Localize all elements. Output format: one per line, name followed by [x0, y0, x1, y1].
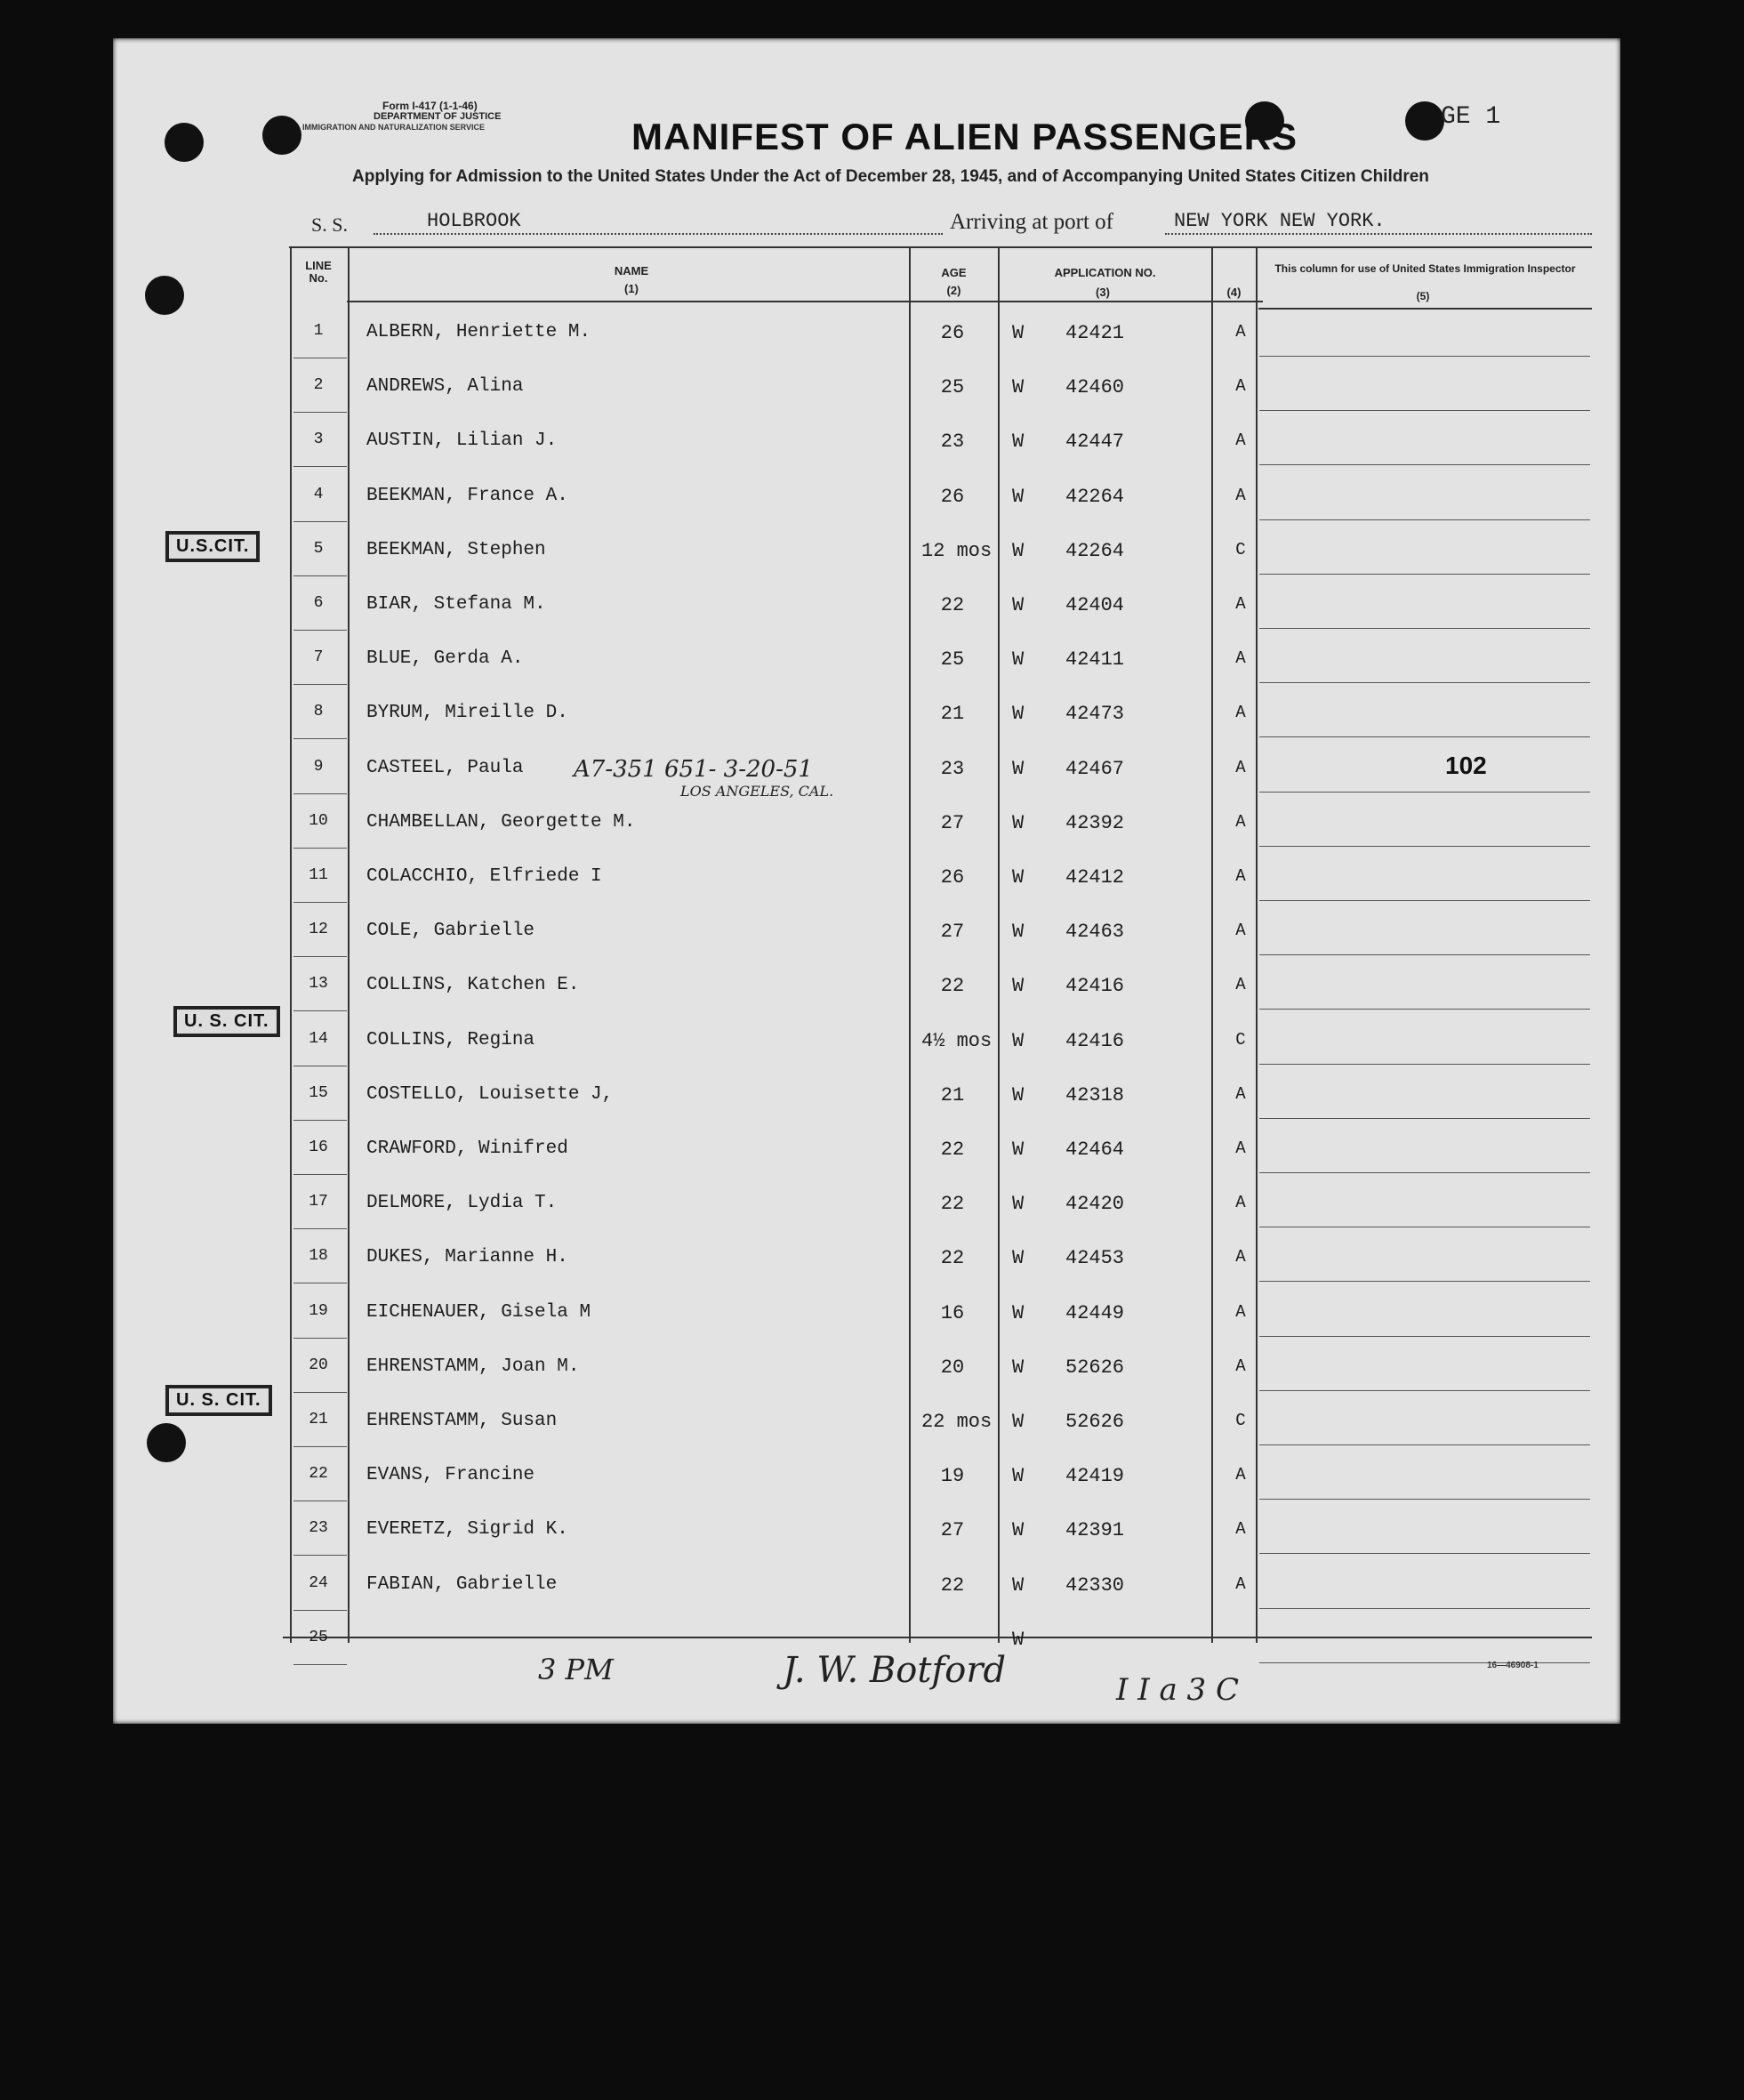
row-app-number: 42412 — [1065, 866, 1125, 889]
row-app-prefix: W — [1012, 594, 1025, 616]
casteel-note-1: A7-351 651- 3-20-51 — [574, 756, 813, 783]
row-name: BLUE, Gerda A. — [366, 648, 524, 669]
row-rule-inspector — [1259, 1662, 1590, 1663]
row-line-number: 1 — [313, 322, 324, 340]
row-app-prefix: W — [1012, 812, 1025, 834]
row-app-prefix: W — [1012, 1084, 1025, 1106]
col-rule-class — [1256, 246, 1258, 1643]
row-name: COLACCHIO, Elfriede I — [366, 866, 602, 887]
ship-dotted-line — [374, 233, 943, 235]
row-app-prefix: W — [1012, 648, 1025, 671]
row-rule-line — [293, 1228, 347, 1229]
row-age: 22 — [940, 1247, 965, 1269]
col-rule-left — [290, 246, 292, 1643]
row-rule-inspector — [1259, 1444, 1590, 1445]
inspector-signature: J. W. Botford — [783, 1650, 1007, 1691]
row-rule-inspector — [1259, 1118, 1590, 1119]
row-app-prefix: W — [1012, 376, 1025, 398]
row-app-prefix: W — [1012, 1629, 1025, 1651]
row-line-number: 21 — [309, 1411, 328, 1428]
row-name: BEEKMAN, France A. — [366, 486, 568, 506]
inspector-header-rule — [1258, 308, 1592, 310]
row-rule-line — [293, 575, 347, 576]
row-rule-line — [293, 1010, 347, 1011]
row-app-prefix: W — [1012, 1193, 1025, 1215]
row-rule-line — [293, 412, 347, 413]
row-rule-inspector — [1259, 1336, 1590, 1337]
row-age: 20 — [940, 1356, 965, 1379]
row-rule-inspector — [1259, 1608, 1590, 1609]
row-app-number: 42420 — [1065, 1193, 1125, 1215]
row-line-number: 3 — [313, 430, 324, 448]
row-age: 4½ mos — [921, 1030, 993, 1052]
row-class: A — [1235, 975, 1246, 994]
row-name: EVANS, Francine — [366, 1465, 535, 1485]
col-header-inspector-num: (5) — [1416, 290, 1430, 302]
form-code: 16—46908-1 — [1487, 1661, 1539, 1670]
row-class: A — [1235, 1574, 1246, 1594]
row-age: 27 — [940, 812, 965, 834]
row-app-prefix: W — [1012, 758, 1025, 780]
row-rule-inspector — [1259, 682, 1590, 683]
row-app-prefix: W — [1012, 1411, 1025, 1433]
row-app-number: 42392 — [1065, 812, 1125, 834]
row-age: 21 — [940, 703, 965, 725]
row-app-number: 42449 — [1065, 1302, 1125, 1324]
row-name: EICHENAUER, Gisela M — [366, 1302, 591, 1323]
row-line-number: 23 — [309, 1519, 328, 1537]
row-rule-inspector — [1259, 356, 1590, 357]
row-name: COLLINS, Regina — [366, 1030, 535, 1050]
row-rule-line — [293, 466, 347, 467]
row-rule-line — [293, 684, 347, 685]
row-rule-line — [293, 1555, 347, 1556]
row-rule-line — [293, 1338, 347, 1339]
row-age: 26 — [940, 866, 965, 889]
col-rule-name — [909, 246, 911, 1643]
row-rule-inspector — [1259, 736, 1590, 737]
row-class: A — [1235, 430, 1246, 450]
row-class: A — [1235, 322, 1246, 342]
row-name: DELMORE, Lydia T. — [366, 1193, 558, 1213]
row-line-number: 5 — [313, 540, 324, 558]
row-app-number: 42419 — [1065, 1465, 1125, 1487]
row-line-number: 9 — [313, 758, 324, 776]
row-line-number: 7 — [313, 648, 324, 666]
row-app-number: 42330 — [1065, 1574, 1125, 1597]
row-app-prefix: W — [1012, 486, 1025, 508]
row-app-number: 42264 — [1065, 486, 1125, 508]
row-app-number: 42447 — [1065, 430, 1125, 453]
row-class: A — [1235, 866, 1246, 886]
row-name: ANDREWS, Alina — [366, 376, 524, 397]
row-app-number: 42453 — [1065, 1247, 1125, 1269]
row-app-prefix: W — [1012, 1519, 1025, 1541]
row-name: ALBERN, Henriette M. — [366, 322, 591, 342]
row-name: FABIAN, Gabrielle — [366, 1574, 558, 1595]
col-header-class-num: (4) — [1226, 286, 1242, 299]
row-rule-inspector — [1259, 464, 1590, 465]
row-app-prefix: W — [1012, 1030, 1025, 1052]
header-bottom-rule — [347, 301, 1263, 302]
punch-hole — [262, 116, 301, 155]
col-header-age-num: (2) — [946, 284, 961, 297]
row-class: A — [1235, 1139, 1246, 1158]
row-line-number: 8 — [313, 703, 324, 720]
row-line-number: 12 — [309, 921, 328, 938]
casteel-note-2: LOS ANGELES, CAL. — [680, 783, 834, 800]
row-app-prefix: W — [1012, 975, 1025, 997]
row-app-number: 42460 — [1065, 376, 1125, 398]
row-class: A — [1235, 1247, 1246, 1267]
row-class: A — [1235, 812, 1246, 832]
footer-class-note: I I a 3 C — [1116, 1672, 1240, 1708]
inspector-number: 102 — [1445, 752, 1487, 779]
row-age: 12 mos — [921, 540, 993, 562]
row-age: 25 — [940, 648, 965, 671]
row-rule-line — [293, 848, 347, 849]
row-app-number: 42318 — [1065, 1084, 1125, 1106]
row-rule-inspector — [1259, 1064, 1590, 1065]
row-rule-inspector — [1259, 1281, 1590, 1282]
us-citizen-stamp: U. S. CIT. — [173, 1006, 280, 1037]
row-name: EVERETZ, Sigrid K. — [366, 1519, 568, 1540]
us-citizen-stamp: U.S.CIT. — [165, 531, 260, 562]
row-name: BIAR, Stefana M. — [366, 594, 546, 615]
row-age: 22 — [940, 1193, 965, 1215]
row-line-number: 19 — [309, 1302, 328, 1320]
col-rule-app — [1211, 246, 1213, 1643]
row-age: 19 — [940, 1465, 965, 1487]
col-header-line: LINE No. — [305, 259, 332, 285]
subtitle: Applying for Admission to the United States Under the Act of December 28, 1945, and of Accompanying United States Citizen Children — [352, 167, 1429, 186]
row-app-number: 42463 — [1065, 921, 1125, 943]
col-rule-line — [348, 246, 350, 1643]
punch-hole — [147, 1423, 186, 1462]
port-dotted-line — [1165, 233, 1592, 235]
punch-hole — [145, 276, 184, 315]
page-title: MANIFEST OF ALIEN PASSENGERS — [631, 116, 1298, 157]
row-age: 22 — [940, 975, 965, 997]
row-line-number: 16 — [309, 1139, 328, 1156]
col-rule-age — [998, 246, 1000, 1643]
col-header-name: NAME — [614, 264, 649, 278]
row-app-prefix: W — [1012, 322, 1025, 344]
row-rule-line — [293, 1446, 347, 1447]
row-rule-inspector — [1259, 846, 1590, 847]
col-header-application-num: (3) — [1096, 286, 1110, 299]
row-class: A — [1235, 921, 1246, 940]
row-class: A — [1235, 486, 1246, 505]
row-rule-inspector — [1259, 1009, 1590, 1010]
row-class: A — [1235, 758, 1246, 777]
row-app-prefix: W — [1012, 866, 1025, 889]
row-name: COLLINS, Katchen E. — [366, 975, 580, 995]
port-label: Arriving at port of — [950, 210, 1113, 234]
row-app-number: 42411 — [1065, 648, 1125, 671]
ship-label: S. S. — [311, 213, 348, 236]
row-line-number: 18 — [309, 1247, 328, 1265]
row-rule-line — [293, 1392, 347, 1393]
form-number: Form I-417 (1-1-46) — [382, 100, 478, 112]
row-app-number: 52626 — [1065, 1411, 1125, 1433]
row-age: 26 — [940, 322, 965, 344]
row-app-prefix: W — [1012, 1139, 1025, 1161]
row-line-number: 20 — [309, 1356, 328, 1374]
row-rule-inspector — [1259, 954, 1590, 955]
row-rule-line — [293, 521, 347, 522]
us-citizen-stamp: U. S. CIT. — [165, 1385, 272, 1416]
row-app-prefix: W — [1012, 1465, 1025, 1487]
row-app-number: 42421 — [1065, 322, 1125, 344]
table-top-rule — [289, 246, 1592, 248]
row-app-prefix: W — [1012, 703, 1025, 725]
row-rule-line — [293, 630, 347, 631]
row-rule-inspector — [1259, 628, 1590, 629]
col-header-name-num: (1) — [624, 282, 639, 295]
row-class: A — [1235, 594, 1246, 614]
row-class: A — [1235, 1356, 1246, 1376]
row-name: CHAMBELLAN, Georgette M. — [366, 812, 636, 833]
service: IMMIGRATION AND NATURALIZATION SERVICE — [302, 123, 485, 132]
row-class: A — [1235, 376, 1246, 396]
row-class: C — [1235, 1030, 1246, 1050]
row-rule-line — [293, 902, 347, 903]
row-line-number: 25 — [309, 1629, 328, 1646]
row-name: CRAWFORD, Winifred — [366, 1139, 568, 1159]
row-name: AUSTIN, Lilian J. — [366, 430, 558, 451]
row-app-number: 42464 — [1065, 1139, 1125, 1161]
row-name: CASTEEL, Paula — [366, 758, 524, 778]
row-rule-inspector — [1259, 519, 1590, 520]
port-value: NEW YORK NEW YORK. — [1174, 210, 1386, 232]
row-class: A — [1235, 1465, 1246, 1484]
row-age: 23 — [940, 430, 965, 453]
row-line-number: 11 — [309, 866, 328, 884]
row-name: COLE, Gabrielle — [366, 921, 535, 941]
footer-time-note: 3 PM — [538, 1653, 614, 1686]
row-rule-inspector — [1259, 792, 1590, 793]
row-app-prefix: W — [1012, 1356, 1025, 1379]
row-age: 25 — [940, 376, 965, 398]
row-rule-inspector — [1259, 1553, 1590, 1554]
department: DEPARTMENT OF JUSTICE — [374, 111, 502, 122]
row-name: BEEKMAN, Stephen — [366, 540, 546, 560]
row-line-number: 22 — [309, 1465, 328, 1483]
row-rule-line — [293, 793, 347, 794]
punch-hole — [165, 123, 204, 162]
row-age: 22 — [940, 1574, 965, 1597]
punch-hole — [1405, 101, 1444, 141]
row-rule-line — [293, 738, 347, 739]
table-bottom-rule — [283, 1637, 1592, 1638]
row-class: A — [1235, 1302, 1246, 1322]
row-app-prefix: W — [1012, 1302, 1025, 1324]
row-line-number: 4 — [313, 486, 324, 503]
row-class: A — [1235, 703, 1246, 722]
row-age: 21 — [940, 1084, 965, 1106]
row-name: EHRENSTAMM, Susan — [366, 1411, 558, 1431]
row-class: A — [1235, 1084, 1246, 1104]
row-age: 23 — [940, 758, 965, 780]
row-rule-inspector — [1259, 900, 1590, 901]
row-app-prefix: W — [1012, 1574, 1025, 1597]
row-age: 22 mos — [921, 1411, 993, 1433]
row-name: BYRUM, Mireille D. — [366, 703, 568, 723]
row-rule-line — [293, 1120, 347, 1121]
row-rule-inspector — [1259, 1499, 1590, 1500]
row-app-number: 42416 — [1065, 1030, 1125, 1052]
row-name: EHRENSTAMM, Joan M. — [366, 1356, 580, 1377]
row-line-number: 2 — [313, 376, 324, 394]
row-app-prefix: W — [1012, 430, 1025, 453]
row-class: A — [1235, 1519, 1246, 1539]
row-app-prefix: W — [1012, 540, 1025, 562]
row-name: COSTELLO, Louisette J, — [366, 1084, 614, 1105]
row-rule-line — [293, 956, 347, 957]
row-app-number: 42416 — [1065, 975, 1125, 997]
row-age: 22 — [940, 594, 965, 616]
row-line-number: 17 — [309, 1193, 328, 1211]
manifest-page — [113, 38, 1620, 1724]
row-age: 22 — [940, 1139, 965, 1161]
row-app-number: 52626 — [1065, 1356, 1125, 1379]
row-app-number: 42264 — [1065, 540, 1125, 562]
row-class: A — [1235, 648, 1246, 668]
row-class: C — [1235, 540, 1246, 559]
row-rule-line — [293, 1610, 347, 1611]
row-app-number: 42391 — [1065, 1519, 1125, 1541]
row-age: 26 — [940, 486, 965, 508]
row-class: A — [1235, 1193, 1246, 1212]
ship-name: HOLBROOK — [427, 210, 521, 232]
row-rule-inspector — [1259, 1390, 1590, 1391]
row-rule-inspector — [1259, 1172, 1590, 1173]
row-line-number: 15 — [309, 1084, 328, 1102]
row-rule-line — [293, 1174, 347, 1175]
row-app-prefix: W — [1012, 921, 1025, 943]
row-line-number: 24 — [309, 1574, 328, 1592]
row-line-number: 14 — [309, 1030, 328, 1048]
row-age: 16 — [940, 1302, 965, 1324]
row-class: C — [1235, 1411, 1246, 1430]
row-app-number: 42473 — [1065, 703, 1125, 725]
row-rule-inspector — [1259, 410, 1590, 411]
row-age: 27 — [940, 1519, 965, 1541]
row-age: 27 — [940, 921, 965, 943]
col-header-inspector: This column for use of United States Immigration Inspector — [1274, 262, 1576, 275]
row-line-number: 10 — [309, 812, 328, 830]
page-number: GE 1 — [1441, 103, 1501, 131]
row-line-number: 6 — [313, 594, 324, 612]
row-name: DUKES, Marianne H. — [366, 1247, 568, 1267]
row-rule-line — [293, 1664, 347, 1665]
row-app-number: 42404 — [1065, 594, 1125, 616]
row-rule-inspector — [1259, 574, 1590, 575]
row-line-number: 13 — [309, 975, 328, 993]
col-header-age: AGE — [941, 266, 967, 279]
row-app-prefix: W — [1012, 1247, 1025, 1269]
col-header-application: APPLICATION NO. — [1054, 266, 1156, 279]
row-app-number: 42467 — [1065, 758, 1125, 780]
